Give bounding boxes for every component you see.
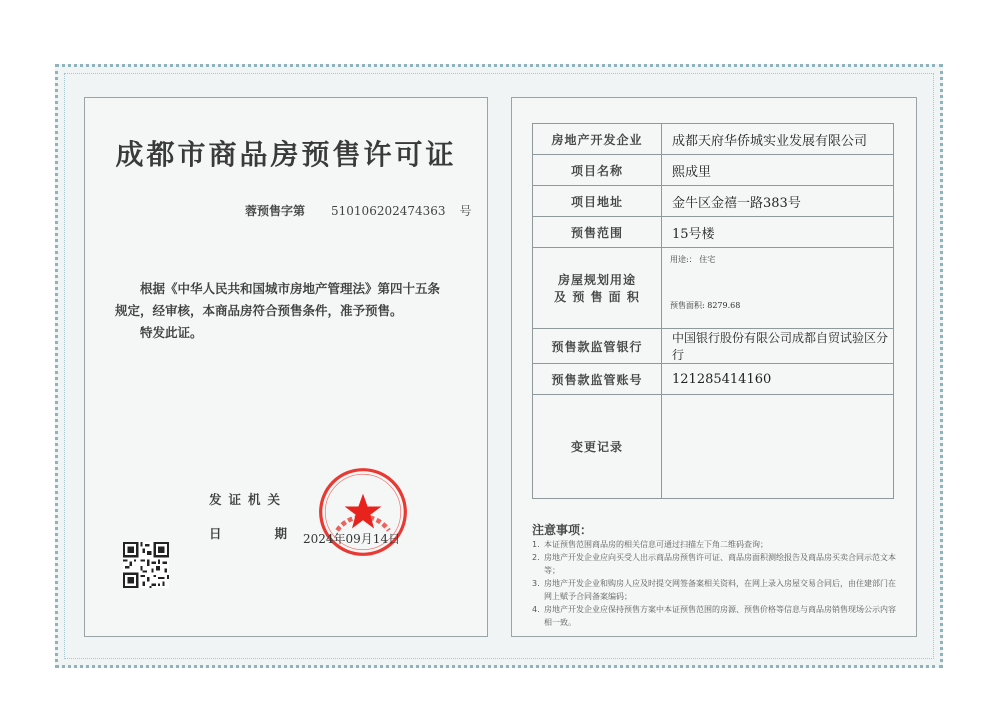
body-paragraph-3: 特发此证。 bbox=[140, 325, 203, 340]
body-paragraph-2: 规定，经审核，本商品房符合预售条件，准予预售。 bbox=[115, 303, 403, 318]
date-label-2: 期 bbox=[274, 526, 287, 541]
right-panel bbox=[511, 97, 917, 637]
date-label-1: 日 bbox=[209, 526, 222, 541]
left-panel bbox=[84, 97, 488, 637]
certificate bbox=[55, 64, 943, 668]
table-row bbox=[533, 364, 894, 395]
row-value: 金牛区金禧一路383号 bbox=[662, 186, 894, 217]
permit-number-line bbox=[245, 202, 472, 219]
list-item: 4. 房地产开发企业应保持预售方案中本证预售范围的房源、预售价格等信息与商品房销售现场公示内容相一致。 bbox=[532, 605, 896, 627]
table-row bbox=[533, 329, 894, 364]
area-text: 预售面积: 8279.68 bbox=[670, 301, 741, 310]
change-record-value bbox=[662, 395, 894, 499]
notes-title: 注意事项： bbox=[532, 523, 593, 537]
certificate-body bbox=[115, 278, 465, 344]
permit-number: 510106202474363 bbox=[331, 204, 446, 218]
list-item: 1. 本证预售范围商品房的相关信息可通过扫描左下角二维码查询； bbox=[532, 540, 768, 549]
table-row bbox=[533, 395, 894, 499]
notes-list bbox=[532, 538, 902, 629]
use-label-line1: 房屋规划用途 bbox=[557, 273, 636, 287]
table-row bbox=[533, 217, 894, 248]
project-info-table bbox=[532, 123, 894, 499]
issuer-label: 发证机关 bbox=[209, 492, 288, 507]
row-value: 成都天府华侨城实业发展有限公司 bbox=[662, 124, 894, 155]
use-area-label bbox=[533, 248, 662, 329]
permit-prefix: 蓉预售字第 bbox=[245, 204, 306, 218]
bank-label: 预售款监管银行 bbox=[533, 329, 662, 364]
row-label: 预售范围 bbox=[533, 217, 662, 248]
qr-code-icon[interactable] bbox=[123, 542, 169, 588]
list-item: 3. 房地产开发企业和购房人应及时提交网签备案相关资料，在网上录入房屋交易合同后，由住建部门在网上赋予合同备案编码； bbox=[532, 579, 896, 601]
use-label-line2: 及 预 售 面 积 bbox=[554, 290, 640, 304]
certificate-title: 成都市商品房预售许可证 bbox=[115, 138, 457, 171]
list-item: 2. 房地产开发企业应向买受人出示商品房预售许可证、商品房面积测绘报告及商品房买卖合同示范文本等； bbox=[532, 553, 896, 575]
table-row bbox=[533, 248, 894, 329]
row-value: 熙成里 bbox=[662, 155, 894, 186]
row-value: 15号楼 bbox=[662, 217, 894, 248]
date-label bbox=[209, 524, 287, 542]
use-text: 用途:： 住宅 bbox=[670, 255, 716, 264]
row-label: 项目地址 bbox=[533, 186, 662, 217]
table-row bbox=[533, 124, 894, 155]
use-area-value bbox=[662, 248, 894, 329]
table-row bbox=[533, 155, 894, 186]
account-value: 121285414160 bbox=[662, 364, 894, 395]
row-label: 项目名称 bbox=[533, 155, 662, 186]
body-paragraph-1: 根据《中华人民共和国城市房地产管理法》第四十五条 bbox=[140, 281, 441, 296]
row-label: 房地产开发企业 bbox=[533, 124, 662, 155]
bank-value: 中国银行股份有限公司成都自贸试验区分行 bbox=[662, 329, 894, 364]
issue-date: 2024年09月14日 bbox=[303, 532, 401, 546]
permit-suffix: 号 bbox=[459, 204, 472, 218]
account-label: 预售款监管账号 bbox=[533, 364, 662, 395]
table-row bbox=[533, 186, 894, 217]
change-record-label: 变更记录 bbox=[533, 395, 662, 499]
